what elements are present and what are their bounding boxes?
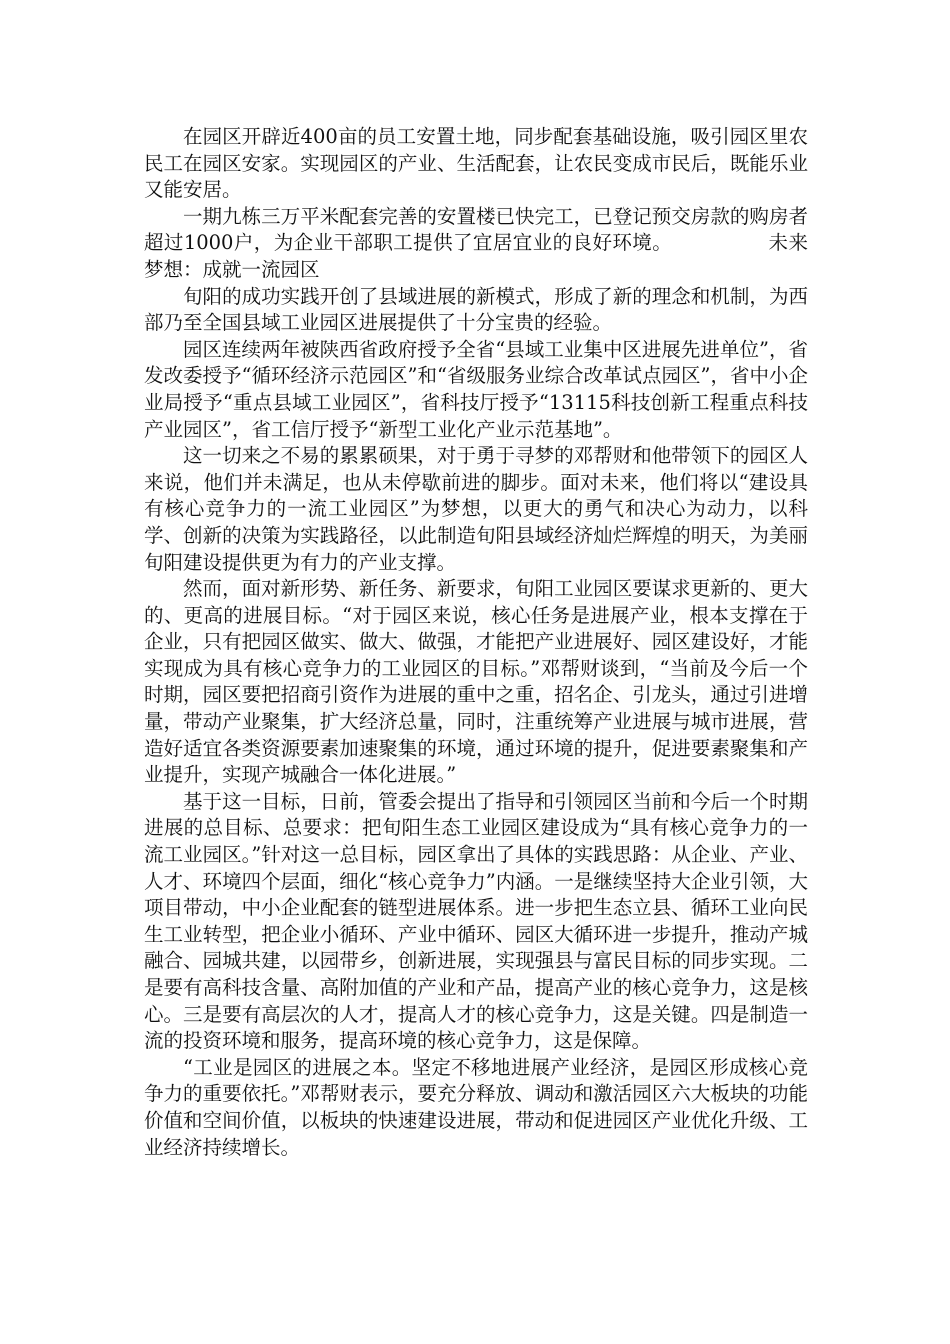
paragraph-4: 园区连续两年被陕西省政府授予全省“县域工业集中区进展先进单位”，省发改委授予“循环经济示范园区”和“省级服务业综合改革试点园区”，省中小企业局授予“重点县域工业园区”，省科技厅授予“13115科技创新工程重点科技产业园区”，省工信厅授予“新型工业化产业示范基地”。	[144, 337, 808, 441]
paragraph-8: “工业是园区的进展之本。坚定不移地进展产业经济，是园区形成核心竞争力的重要依托。”邓帮财表示，要充分释放、调动和激活园区六大板块的功能价值和空间价值，以板块的快速建设进展，带动和促进园区产业优化升级、工业经济持续增长。	[144, 1055, 808, 1159]
paragraph-2	[144, 204, 808, 284]
paragraph-5: 这一切来之不易的累累硕果，对于勇于寻梦的邓帮财和他带领下的园区人来说，他们并未满足，也从未停歇前进的脚步。面对未来，他们将以“建设具有核心竞争力的一流工业园区”为梦想，以更大的勇气和决心为动力，以科学、创新的决策为实践路径，以此制造旬阳县域经济灿烂辉煌的明天，为美丽旬阳建设提供更为有力的产业支撑。	[144, 444, 808, 574]
paragraph-6: 然而，面对新形势、新任务、新要求，旬阳工业园区要谋求更新的、更大的、更高的进展目标。“对于园区来说，核心任务是进展产业，根本支撑在于企业，只有把园区做实、做大、做强，才能把产业进展好、园区建设好，才能实现成为具有核心竞争力的工业园区的目标。”邓帮财谈到，“当前及今后一个时期，园区要把招商引资作为进展的重中之重，招名企、引龙头，通过引进增量，带动产业聚集，扩大经济总量，同时，注重统筹产业进展与城市进展，营造好适宜各类资源要素加速聚集的环境，通过环境的提升，促进要素聚集和产业提升，实现产城融合一体化进展。”	[144, 577, 808, 787]
paragraph-3: 旬阳的成功实践开创了县域进展的新模式，形成了新的理念和机制，为西部乃至全国县域工业园区进展提供了十分宝贵的经验。	[144, 284, 808, 335]
section-heading: 未来梦想：成就一流园区	[144, 231, 808, 281]
paragraph-7: 基于这一目标，日前，管委会提出了指导和引领园区当前和今后一个时期进展的总目标、总要求：把旬阳生态工业园区建设成为“具有核心竞争力的一流工业园区。”针对这一总目标，园区拿出了具体的实践思路：从企业、产业、人才、环境四个层面，细化“核心竞争力”内涵。一是继续坚持大企业引领，大项目带动，中小企业配套的链型进展体系。进一步把生态立县、循环工业向民生工业转型，把企业小循环、产业中循环、园区大循环进一步提升，推动产城融合、园城共建，以园带乡，创新进展，实现强县与富民目标的同步实现。二是要有高科技含量、高附加值的产业和产品，提高产业的核心竞争力，这是核心。三是要有高层次的人才，提高人才的核心竞争力，这是关键。四是制造一流的投资环境和服务，提高环境的核心竞争力，这是保障。	[144, 789, 808, 1053]
paragraph-2-text: 一期九栋三万平米配套完善的安置楼已快完工，已登记预交房款的购房者超过1000户，为企业干部职工提供了宜居宜业的良好环境。	[144, 204, 808, 255]
paragraph-1: 在园区开辟近400亩的员工安置土地，同步配套基础设施，吸引园区里农民工在园区安家。实现园区的产业、生活配套，让农民变成市民后，既能乐业又能安居。	[144, 125, 808, 202]
document-body	[144, 124, 808, 1161]
